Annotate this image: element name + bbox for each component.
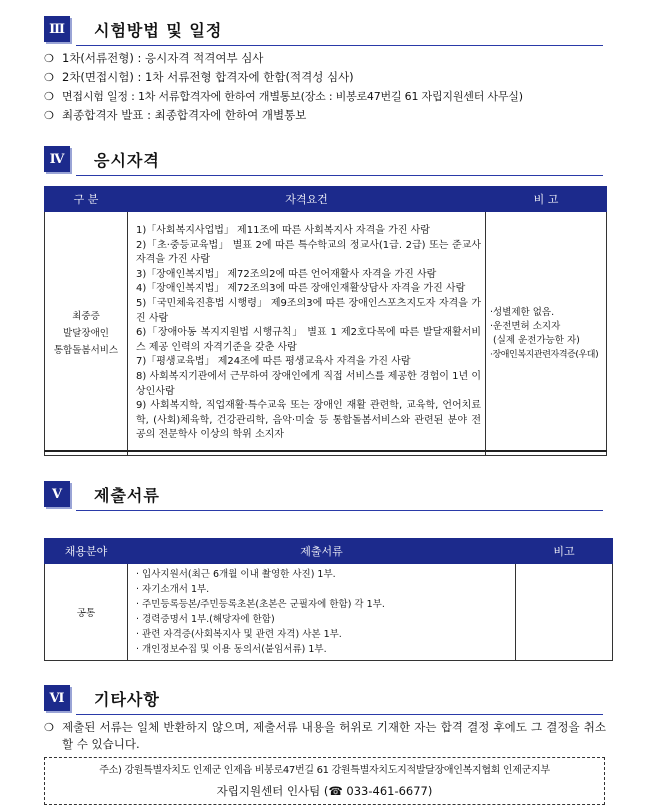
section3-header: [44, 12, 222, 46]
requirement-item: 5)「국민체육진흥법 시행령」 제9조의3에 따른 장애인스포츠지도자 자격을 가진 사람: [136, 298, 481, 324]
section3-title: 시험방법 및 일정: [94, 20, 223, 40]
table-row: [45, 212, 607, 456]
circle-bullet-icon: ❍: [44, 721, 54, 734]
section5-underline: [76, 510, 603, 511]
col-header-field: 채용분야: [45, 539, 128, 564]
section6-list: [44, 719, 606, 753]
requirement-item: 1)「사회복지사업법」 제11조에 따른 사회복지사 자격을 가진 사람: [136, 225, 430, 237]
contact-box: [44, 757, 605, 805]
qualification-table: [44, 186, 607, 456]
col-header-notes: 비고: [516, 539, 613, 564]
section3-number: Ⅲ: [44, 16, 70, 42]
col-header-notes: 비 고: [486, 187, 607, 212]
document-item: · 입사지원서(최근 6개월 이내 촬영한 사진) 1부.: [136, 569, 336, 580]
section5-title: 제출서류: [94, 485, 160, 505]
col-header-documents: 제출서류: [128, 539, 516, 564]
circle-bullet-icon: ❍: [44, 109, 54, 122]
requirement-item: 7)「평생교육법」 제24조에 따른 평생교육사 자격을 가진 사람: [136, 356, 411, 368]
document-item: · 경력증명서 1부.(해당자에 한함): [136, 614, 275, 625]
requirements-cell: [128, 212, 486, 456]
list-item: ❍ 최종합격자 발표 : 최종합격자에 한하여 개별통보: [44, 106, 614, 125]
table-header-row: [45, 187, 607, 212]
requirement-item: 6)「장애아동 복지지원법 시행규칙」 별표 1 제2호다목에 따른 발달재활서비스 제공 인력의 자격기준을 갖춘 사람: [136, 327, 481, 353]
circle-bullet-icon: ❍: [44, 90, 54, 103]
table-header-row: [45, 539, 613, 564]
category-cell: 최중증 발달장애인 통합돌봄서비스: [45, 212, 128, 456]
table-row: [45, 564, 613, 661]
circle-bullet-icon: ❍: [44, 52, 54, 65]
list-item: ❍ 면접시험 일정 : 1차 서류합격자에 한하여 개별통보(장소 : 비봉로47번길 61 자립지원센터 사무실): [44, 87, 614, 106]
col-header-category: 구 분: [45, 187, 128, 212]
document-item: · 주민등록등본/주민등록초본(초본은 군필자에 한함) 각 1부.: [136, 599, 385, 610]
table-bottom-rule: [44, 450, 607, 452]
contact-phone: 자립지원센터 인사팀 (☎ 033-461-6677): [216, 784, 433, 798]
section3-underline: [76, 45, 603, 46]
section3-list: [44, 49, 614, 125]
list-item: ❍ 1차(서류전형) : 응시자격 적격여부 심사: [44, 49, 614, 68]
document-item: · 자기소개서 1부.: [136, 584, 210, 595]
section6-header: [44, 681, 160, 715]
document-item: · 개인정보수집 및 이용 동의서(붙임서류) 1부.: [136, 644, 327, 655]
requirement-item: 8) 사회복지기관에서 근무하여 장애인에게 직접 서비스를 제공한 경험이 1년 이상인사람: [136, 370, 481, 397]
requirement-item: 9) 사회복지학, 직업재활·특수교육 또는 장애인 재활 관련학, 교육학, 언어치료학, (사회)체육학, 건강관리학, 음악·미술 등 통합돌봄서비스와 관련된 분야 전공의 전문학사 이상의 학위 소지자: [136, 400, 481, 441]
section6-underline: [76, 714, 603, 715]
section4-title: 응시자격: [94, 150, 160, 170]
section4-underline: [76, 175, 603, 176]
section4-number: Ⅳ: [44, 146, 70, 172]
requirement-item: 4)「장애인복지법」 제72조의3에 따른 장애인재활상담사 자격을 가진 사람: [136, 283, 466, 295]
category-cell: 공통: [45, 564, 128, 661]
list-item: ❍ 제출된 서류는 일체 반환하지 않으며, 제출서류 내용을 허위로 기재한 자는 합격 결정 후에도 그 결정을 취소할 수 있습니다.: [44, 720, 606, 751]
section6-number: Ⅵ: [44, 685, 70, 711]
notes-cell: ·성별제한 없음. ·운전면허 소지자 (실제 운전가능한 자) ·장애인복지관련자격증(우대): [486, 212, 607, 456]
contact-address: 주소) 강원특별자치도 인제군 인제읍 비봉로47번길 61 강원특별자치도지적발달장애인복지협회 인제군지부: [99, 765, 550, 776]
section5-number: Ⅴ: [44, 481, 70, 507]
documents-table: [44, 538, 613, 661]
document-item: · 관련 자격증(사회복지사 및 관련 자격) 사본 1부.: [136, 629, 342, 640]
documents-cell: [128, 564, 516, 661]
circle-bullet-icon: ❍: [44, 71, 54, 84]
requirement-item: 2)「초·중등교육법」 별표 2에 따른 특수학교의 정교사(1급. 2급) 또는 준교사 자격을 가진 사람: [136, 239, 481, 266]
requirement-item: 3)「장애인복지법」 제72조의2에 따른 언어재활사 자격을 가진 사람: [136, 268, 437, 280]
notes-cell: [516, 564, 613, 661]
section5-header: [44, 477, 160, 511]
list-item: ❍ 2차(면접시험) : 1차 서류전형 합격자에 한함(적격성 심사): [44, 68, 614, 87]
col-header-requirements: 자격요건: [128, 187, 486, 212]
section6-title: 기타사항: [94, 689, 160, 709]
section4-header: [44, 142, 160, 176]
